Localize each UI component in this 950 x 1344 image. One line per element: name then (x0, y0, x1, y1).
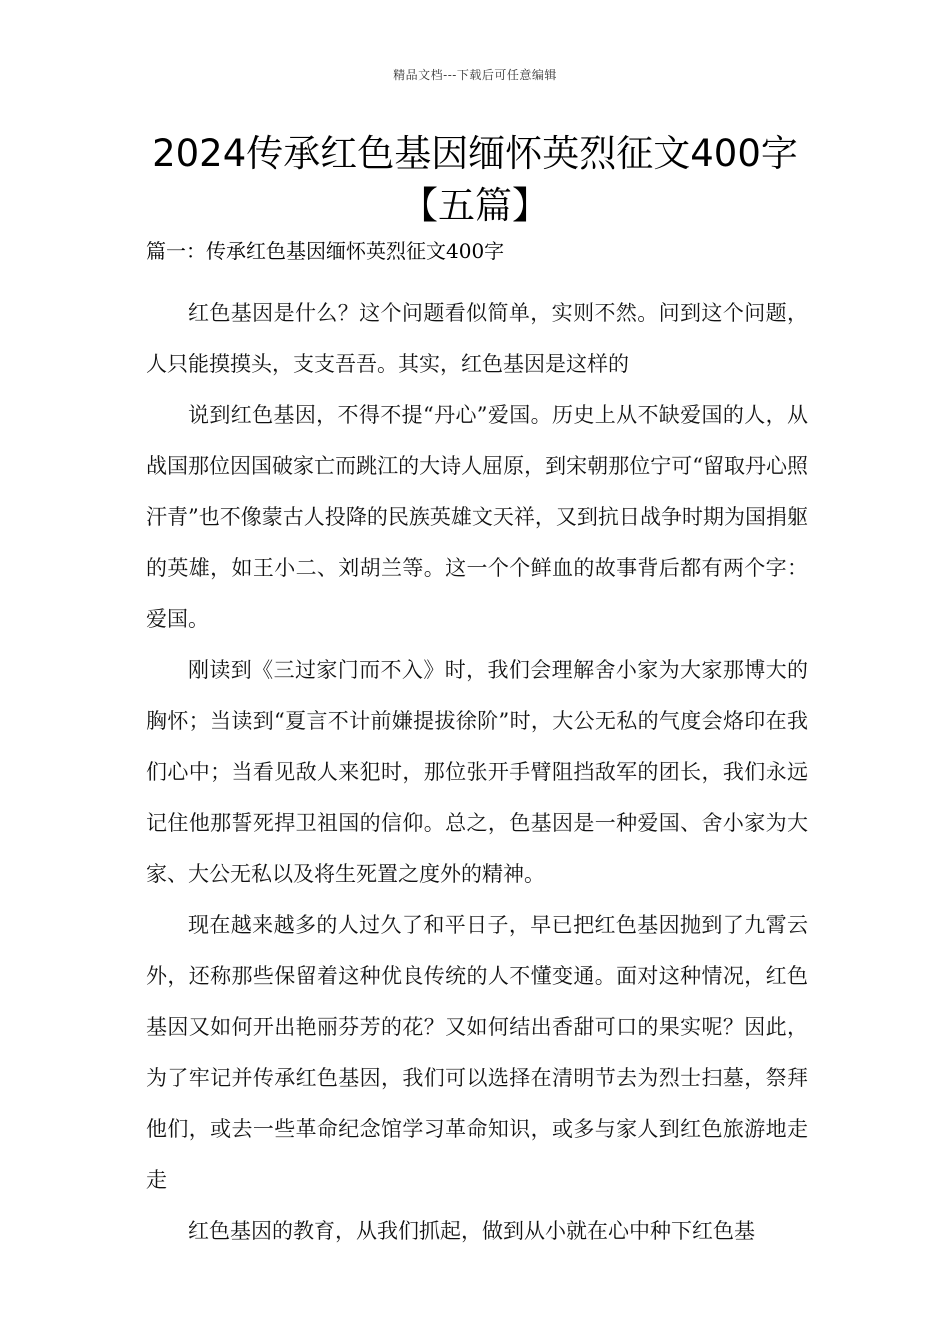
header-note: 精品文档---下载后可任意编辑 (393, 68, 557, 82)
section-heading: 篇一：传承红色基因缅怀英烈征文400字 (146, 239, 505, 263)
title-line-1: 2024传承红色基因缅怀英烈征文400字 (152, 132, 798, 175)
title-line-2: 【五篇】 (401, 184, 549, 227)
article-body (146, 288, 808, 1257)
paragraph: 说到红色基因，不得不提“丹心”爱国。历史上从不缺爱国的人，从战国那位因国破家亡而跳江的大诗人屈原，到宋朝那位宁可“留取丹心照汗青”也不像蒙古人投降的民族英雄文天祥，又到抗日战争时期为国捐躯的英雄，如王小二、刘胡兰等。这一个个鲜血的故事背后都有两个字：爱国。 (146, 403, 808, 631)
paragraph: 现在越来越多的人过久了和平日子，早已把红色基因抛到了九霄云外，还称那些保留着这种优良传统的人不懂变通。面对这种情况，红色基因又如何开出艳丽芬芳的花？又如何结出香甜可口的果实呢？因此，为了牢记并传承红色基因，我们可以选择在清明节去为烈士扫墓，祭拜他们，或去一些革命纪念馆学习革命知识，或多与家人到红色旅游地走走 (146, 913, 808, 1192)
paragraph: 刚读到《三过家门而不入》时，我们会理解舍小家为大家那博大的胸怀；当读到“夏言不计前嫌提拔徐阶”时，大公无私的气度会烙印在我们心中；当看见敌人来犯时，那位张开手臂阻挡敌军的团长，我们永远记住他那誓死捍卫祖国的信仰。总之，色基因是一种爱国、舍小家为大家、大公无私以及将生死置之度外的精神。 (146, 658, 808, 886)
paragraph: 红色基因是什么？这个问题看似简单，实则不然。问到这个问题，人只能摸摸头，支支吾吾。其实，红色基因是这样的 (146, 301, 808, 376)
document-title (120, 128, 830, 232)
paragraph: 红色基因的教育，从我们抓起，做到从小就在心中种下红色基 (188, 1219, 755, 1243)
